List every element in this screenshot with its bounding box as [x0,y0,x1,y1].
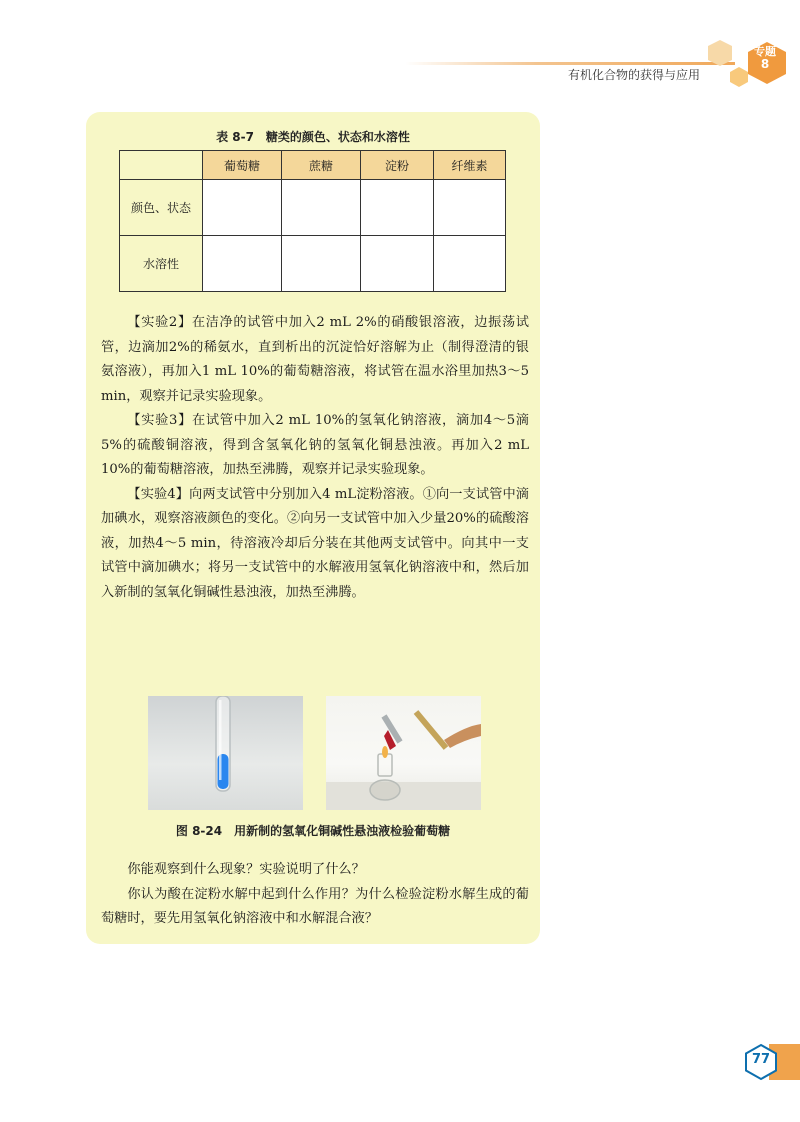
table-row [120,236,506,292]
table-caption: 表 8-7 糖类的颜色、状态和水溶性 [216,130,410,144]
table-cell [203,236,282,292]
table-row-header: 颜色、状态 [120,180,203,236]
question-paragraph: 你认为酸在淀粉水解中起到什么作用？为什么检验淀粉水解生成的葡萄糖时，要先用氢氧化钠溶液中和水解混合液？ [101,886,529,926]
chapter-badge-label: 专题 [754,45,776,58]
table-cell [282,180,361,236]
figure-photo-heating [326,696,481,810]
table-column-header: 淀粉 [361,151,434,180]
discussion-questions [101,858,529,932]
table-header-row [120,151,506,180]
table-column-header: 葡萄糖 [203,151,282,180]
table-cell [203,180,282,236]
figure-photo-test-tube [148,696,303,810]
table-row-header: 水溶性 [120,236,203,292]
test-tube-blue-solution-icon [148,696,303,810]
table-cell [361,236,434,292]
experiment-instructions [101,311,529,605]
table-corner-cell [120,151,203,180]
running-header-title: 有机化合物的获得与应用 [567,68,700,82]
honeycomb-decoration-icon [705,38,735,68]
experiment-4-paragraph: 【实验4】向两支试管中分别加入4 mL淀粉溶液。①向一支试管中滴加碘水，观察溶液颜色的变化。②向另一支试管中加入少量20%的硫酸溶液，加热4～5 min，待溶液冷却后分装在其他两支试管中。向其中一支试管中滴加碘水；将另一支试管中的水解液用氢氧化钠溶液中和，然后加入新制的氢氧化铜碱性悬浊液，加热至沸腾。 [101,486,529,600]
experiment-2-paragraph: 【实验2】在洁净的试管中加入2 mL 2%的硝酸银溶液，边振荡试管，边滴加2%的稀氨水，直到析出的沉淀恰好溶解为止（制得澄清的银氨溶液），再加入1 mL 10%的葡萄糖溶液，将试管在温水浴里加热3～5 min，观察并记录实验现象。 [101,315,529,404]
chapter-badge [744,46,786,70]
table-cell [434,236,506,292]
question-paragraph: 你能观察到什么现象？实验说明了什么？ [127,862,365,877]
chapter-badge-number: 8 [760,57,770,71]
page-number: 77 [751,1052,771,1067]
experiment-3-paragraph: 【实验3】在试管中加入2 mL 10%的氢氧化钠溶液，滴加4～5滴5%的硫酸铜溶液，得到含氢氧化钠的氢氧化铜悬浊液。再加入2 mL 10%的葡萄糖溶液，加热至沸腾，观察并记录实验现象。 [101,413,529,477]
figure-caption: 图 8-24 用新制的氢氧化铜碱性悬浊液检验葡萄糖 [175,824,451,838]
table-cell [282,236,361,292]
table-column-header: 纤维素 [434,151,506,180]
sugar-properties-table [119,150,506,292]
table-cell [434,180,506,236]
table-row [120,180,506,236]
header-rule [405,62,735,65]
table-column-header: 蔗糖 [282,151,361,180]
heating-test-tube-with-lamp-icon [326,696,481,810]
table-cell [361,180,434,236]
